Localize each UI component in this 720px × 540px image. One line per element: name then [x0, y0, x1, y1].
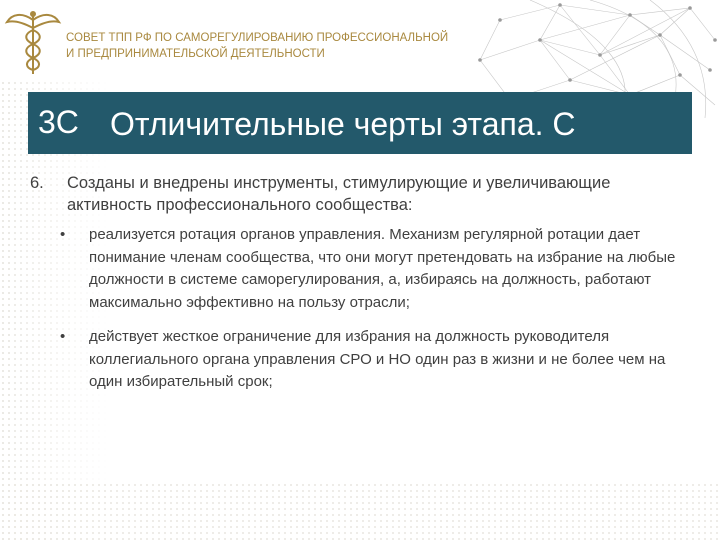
caduceus-icon — [4, 6, 62, 78]
organization-name — [66, 30, 486, 62]
point-text: Созданы и внедрены инструменты, стимулирующие и увеличивающие активность профессионального сообщества: — [67, 174, 611, 214]
bullet-text: реализуется ротация органов управления. Механизм регулярной ротации дает понимание членам сообщества, что они могут претендовать на избрание на любые должности в системе саморегулирования, а, избираясь на должность, работают максимально эффективно на пользу отрасли; — [89, 226, 676, 311]
bullet-dot-icon: • — [60, 328, 66, 345]
bullet-list — [60, 224, 700, 406]
organization-name-line-2: И ПРЕДПРИНИМАТЕЛЬСКОЙ ДЕЯТЕЛЬНОСТИ — [66, 48, 325, 60]
bullet-dot-icon: • — [60, 226, 66, 243]
dot-pattern-bottom — [0, 470, 720, 540]
bullet-item — [60, 224, 700, 314]
point-number: 6. — [30, 174, 44, 192]
bullet-text: действует жесткое ограничение для избрания на должность руководителя коллегиального органа управления СРО и НО один раз в жизни и не более чем на один избирательный срок; — [89, 328, 666, 390]
bullet-item — [60, 326, 700, 394]
slide-title: Отличительные черты этапа. С — [110, 106, 576, 142]
slide-number: 3С — [38, 104, 79, 140]
title-band — [28, 92, 692, 154]
organization-name-line-1: СОВЕТ ТПП РФ ПО САМОРЕГУЛИРОВАНИЮ ПРОФЕССИОНАЛЬНОЙ — [66, 32, 449, 44]
